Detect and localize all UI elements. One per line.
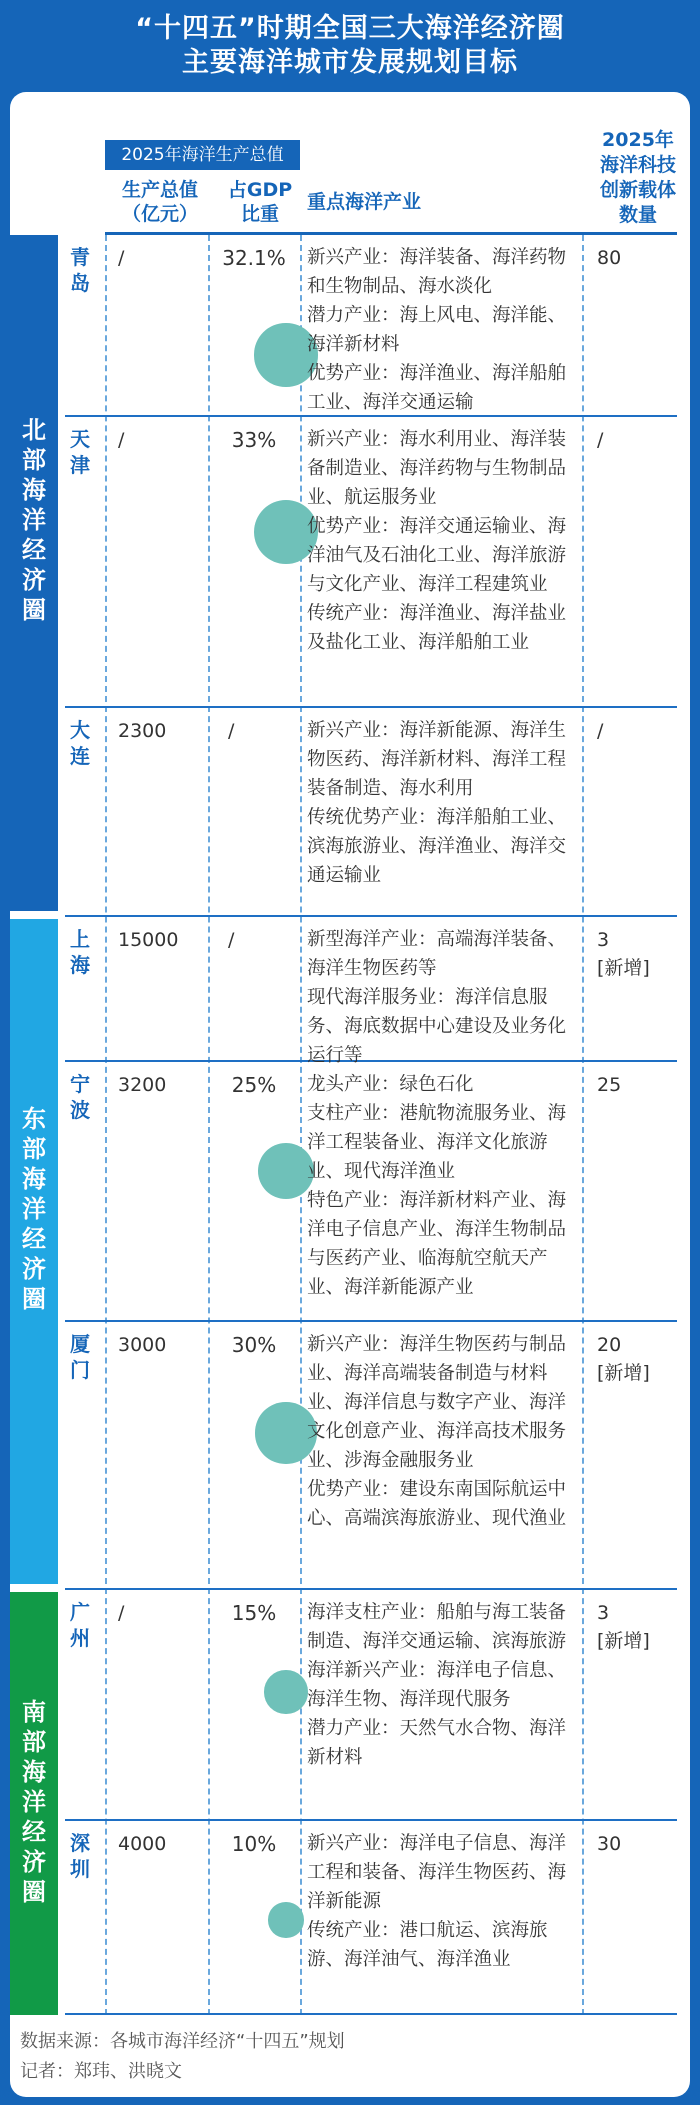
gross-xiamen: 3000 xyxy=(118,1334,167,1356)
tech-guangzhou-note: [新增] xyxy=(597,1630,650,1652)
tech-tianjin: / xyxy=(597,429,604,451)
industry-line: 新型海洋产业：高端海洋装备、海洋生物医药等 xyxy=(307,929,567,979)
title-line-2: 主要海洋城市发展规划目标 xyxy=(182,47,518,78)
share-xiamen: 30% xyxy=(231,1333,277,1357)
stacked-glyph: 洋 xyxy=(22,1195,46,1223)
share-guangzhou: 15% xyxy=(231,1601,277,1625)
stacked-glyph: 宁 xyxy=(70,1072,90,1096)
city-shenzhen-text xyxy=(65,1830,95,1882)
tech-dalian: / xyxy=(597,720,604,742)
tech-header-line1: 2025年 xyxy=(602,129,674,151)
industry-line: 优势产业：海洋交通运输业、海洋油气及石油化工业、海洋旅游与文化产业、海洋工程建筑业 xyxy=(307,516,567,595)
tech-header-line4: 数量 xyxy=(618,204,657,226)
industry-line: 新兴产业：海洋电子信息、海洋工程和装备、海洋生物医药、海洋新能源 xyxy=(307,1833,567,1912)
share-bubble-ningbo xyxy=(258,1143,314,1199)
industry-line: 现代海洋服务业：海洋信息服务、海底数据中心建设及业务化运行等 xyxy=(307,987,567,1066)
share-dalian: / xyxy=(228,720,235,742)
stacked-glyph: 洋 xyxy=(22,1788,46,1816)
tech-guangzhou-value: 3 xyxy=(597,1602,610,1624)
stacked-glyph: 济 xyxy=(22,1848,46,1876)
stacked-glyph: 圈 xyxy=(22,596,46,624)
gross-header xyxy=(110,178,210,226)
stacked-glyph: 圳 xyxy=(70,1857,90,1881)
stacked-glyph: 海 xyxy=(22,1758,46,1786)
row-separator xyxy=(65,706,677,708)
stacked-glyph: 经 xyxy=(22,536,46,564)
table-card xyxy=(10,92,690,2097)
gross-dalian: 2300 xyxy=(118,720,167,742)
stacked-glyph: 波 xyxy=(70,1098,90,1122)
industry-line: 潜力产业：天然气水合物、海洋新材料 xyxy=(307,1718,567,1768)
share-qingdao: 32.1% xyxy=(222,246,286,270)
gdp-group-header: 2025年海洋生产总值 xyxy=(105,140,300,170)
stacked-glyph: 北 xyxy=(22,416,46,444)
stacked-glyph: 部 xyxy=(22,1728,46,1756)
source-note: 数据来源：各城市海洋经济“十四五”规划 xyxy=(20,2031,345,2052)
industry-line: 特色产业：海洋新材料产业、海洋电子信息产业、海洋生物制品与医药产业、临海航空航天产业、海洋新能源产业 xyxy=(307,1190,567,1298)
industry-line: 新兴产业：海洋新能源、海洋生物医药、海洋新材料、海洋工程装备制造、海水利用 xyxy=(307,720,567,799)
header-underline xyxy=(105,232,677,235)
share-header xyxy=(220,178,300,226)
stacked-glyph: 青 xyxy=(70,245,90,269)
industries-shanghai xyxy=(307,925,579,1070)
gross-tianjin: / xyxy=(118,429,125,451)
region-band-south xyxy=(10,1592,58,2015)
city-name-shenzhen xyxy=(65,1830,95,1882)
row-separator xyxy=(65,2013,677,2015)
stacked-glyph: 岛 xyxy=(70,271,90,295)
share-ningbo: 25% xyxy=(231,1073,277,1097)
stacked-glyph: 东 xyxy=(22,1105,46,1133)
industry-line: 优势产业：建设东南国际航运中心、高端滨海旅游业、现代渔业 xyxy=(307,1479,567,1529)
gross-shanghai: 15000 xyxy=(118,929,179,951)
gross-shenzhen: 4000 xyxy=(118,1833,167,1855)
city-name-qingdao xyxy=(65,244,95,296)
stacked-glyph: 海 xyxy=(70,953,90,977)
industry-line: 龙头产业：绿色石化 xyxy=(307,1074,474,1095)
tech-guangzhou xyxy=(597,1599,677,1655)
col-divider xyxy=(208,235,210,2015)
city-name-ningbo xyxy=(65,1071,95,1123)
infographic-header xyxy=(0,0,700,92)
stacked-glyph: 圈 xyxy=(22,1878,46,1906)
city-name-tianjin xyxy=(65,426,95,478)
stacked-glyph: 天 xyxy=(70,427,90,451)
region-label-east xyxy=(10,1104,58,1314)
city-qingdao-text xyxy=(65,244,95,296)
industry-line: 传统产业：海洋渔业、海洋盐业及盐化工业、海洋船舶工业 xyxy=(307,603,567,653)
stacked-glyph: 连 xyxy=(70,744,90,768)
row-separator xyxy=(65,1320,677,1322)
stacked-glyph: 海 xyxy=(22,476,46,504)
row-separator xyxy=(65,915,677,917)
industry-line: 传统优势产业：海洋船舶工业、滨海旅游业、海洋渔业、海洋交通运输业 xyxy=(307,807,567,886)
tech-xiamen-value: 20 xyxy=(597,1334,622,1356)
stacked-glyph: 深 xyxy=(70,1831,90,1855)
row-separator xyxy=(65,1819,677,1821)
stacked-glyph: 济 xyxy=(22,566,46,594)
region-band-north xyxy=(10,235,58,911)
stacked-glyph: 厦 xyxy=(70,1332,90,1356)
col-divider xyxy=(300,235,302,2015)
industries-xiamen xyxy=(307,1330,579,1533)
stacked-glyph: 大 xyxy=(70,718,90,742)
stacked-glyph: 州 xyxy=(70,1626,90,1650)
row-separator xyxy=(65,1588,677,1590)
industry-line: 传统产业：港口航运、滨海旅游、海洋油气、海洋渔业 xyxy=(307,1920,548,1970)
tech-ningbo: 25 xyxy=(597,1074,622,1096)
stacked-glyph: 部 xyxy=(22,446,46,474)
industries-qingdao xyxy=(307,243,579,417)
industry-line: 新兴产业：海洋装备、海洋药物和生物制品、海水淡化 xyxy=(307,247,567,297)
share-bubble-shenzhen xyxy=(268,1902,303,1937)
share-header-line1: 占GDP xyxy=(227,179,293,201)
industries-dalian xyxy=(307,716,579,890)
industry-line: 海洋支柱产业：船舶与海工装备制造、海洋交通运输、滨海旅游 xyxy=(307,1602,567,1652)
stacked-glyph: 部 xyxy=(22,1135,46,1163)
gross-header-line1: 生产总值 xyxy=(121,179,198,201)
gross-guangzhou: / xyxy=(118,1602,125,1624)
share-header-line2: 比重 xyxy=(240,203,279,225)
stacked-glyph: 津 xyxy=(70,453,90,477)
industries-shenzhen xyxy=(307,1829,579,1974)
industry-line: 潜力产业：海上风电、海洋能、海洋新材料 xyxy=(307,305,567,355)
share-shanghai: / xyxy=(228,929,235,951)
tech-shanghai-note: [新增] xyxy=(597,957,650,979)
city-name-xiamen xyxy=(65,1331,95,1383)
region-band-east xyxy=(10,919,58,1584)
region-label-south xyxy=(10,1697,58,1907)
tech-header-line3: 创新载体 xyxy=(599,179,676,201)
city-shanghai-text xyxy=(65,926,95,978)
stacked-glyph: 南 xyxy=(22,1698,46,1726)
city-name-guangzhou xyxy=(65,1599,95,1651)
stacked-glyph: 洋 xyxy=(22,506,46,534)
tech-xiamen xyxy=(597,1331,677,1387)
tech-qingdao: 80 xyxy=(597,247,622,269)
stacked-glyph: 济 xyxy=(22,1255,46,1283)
industry-line: 新兴产业：海水利用业、海洋装备制造业、海洋药物与生物制品业、航运服务业 xyxy=(307,429,567,508)
gross-qingdao: / xyxy=(118,247,125,269)
col-divider xyxy=(582,235,584,2015)
city-dalian-text xyxy=(65,717,95,769)
industries-ningbo xyxy=(307,1070,579,1302)
city-xiamen-text xyxy=(65,1331,95,1383)
region-north-text xyxy=(10,415,58,625)
industries-header: 重点海洋产业 xyxy=(307,191,422,213)
region-label-north xyxy=(10,415,58,625)
city-name-shanghai xyxy=(65,926,95,978)
share-bubble-guangzhou xyxy=(264,1670,307,1713)
tech-xiamen-note: [新增] xyxy=(597,1362,650,1384)
gross-ningbo: 3200 xyxy=(118,1074,167,1096)
share-tianjin: 33% xyxy=(231,428,277,452)
stacked-glyph: 上 xyxy=(70,927,90,951)
stacked-glyph: 广 xyxy=(70,1600,90,1624)
stacked-glyph: 圈 xyxy=(22,1285,46,1313)
tech-shanghai xyxy=(597,926,677,982)
city-name-dalian xyxy=(65,717,95,769)
title-line-1: “十四五”时期全国三大海洋经济圈 xyxy=(135,13,565,44)
industries-guangzhou xyxy=(307,1598,579,1772)
stacked-glyph: 经 xyxy=(22,1225,46,1253)
industry-line: 新兴产业：海洋生物医药与制品业、海洋高端装备制造与材料业、海洋信息与数字产业、海洋文化创意产业、海洋高技术服务业、涉海金融服务业 xyxy=(307,1334,567,1471)
col-divider xyxy=(105,235,107,2015)
region-east-text xyxy=(10,1104,58,1314)
region-south-text xyxy=(10,1697,58,1907)
city-tianjin-text xyxy=(65,426,95,478)
stacked-glyph: 海 xyxy=(22,1165,46,1193)
industries-tianjin xyxy=(307,425,579,657)
share-shenzhen: 10% xyxy=(231,1832,277,1856)
tech-header-line2: 海洋科技 xyxy=(599,154,676,176)
tech-shanghai-value: 3 xyxy=(597,929,610,951)
reporter-note: 记者：郑玮、洪晓文 xyxy=(20,2061,182,2082)
stacked-glyph: 门 xyxy=(70,1358,90,1382)
city-guangzhou-text xyxy=(65,1599,95,1651)
tech-header xyxy=(588,128,688,228)
city-ningbo-text xyxy=(65,1071,95,1123)
industry-line: 海洋新兴产业：海洋电子信息、海洋生物、海洋现代服务 xyxy=(307,1660,567,1710)
industry-line: 支柱产业：港航物流服务业、海洋工程装备业、海洋文化旅游业、现代海洋渔业 xyxy=(307,1103,567,1182)
industry-line: 优势产业：海洋渔业、海洋船舶工业、海洋交通运输 xyxy=(307,363,567,413)
gross-header-line2: （亿元） xyxy=(121,203,198,225)
stacked-glyph: 经 xyxy=(22,1818,46,1846)
tech-shenzhen: 30 xyxy=(597,1833,622,1855)
